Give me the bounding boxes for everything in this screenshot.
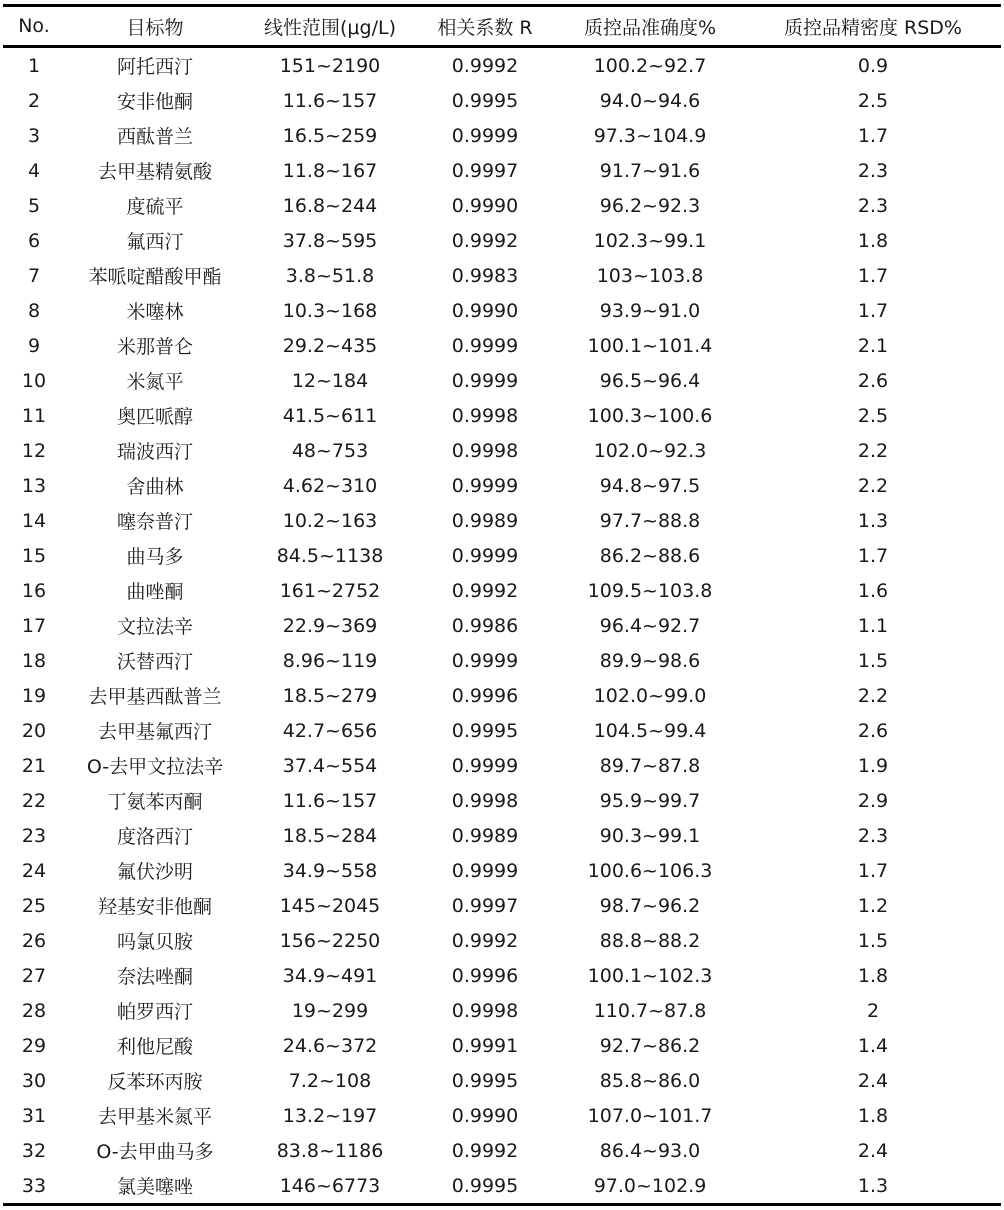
cell-number: 1: [27, 54, 41, 77]
cell-linear-range: 22.9~369: [282, 614, 378, 637]
cell-target: 度洛西汀: [116, 826, 193, 848]
cell-precision: 1.1: [857, 614, 889, 637]
cell-number: 20: [21, 719, 47, 742]
cell-number: 27: [21, 964, 47, 987]
cell-accuracy: 100.2~92.7: [593, 54, 707, 77]
cell-correlation: 0.9999: [451, 334, 519, 357]
table-row: [3, 468, 1001, 503]
cell-target: 氯美噻唑: [116, 1176, 193, 1198]
table-row: [3, 853, 1001, 888]
cell-accuracy: 86.2~88.6: [599, 544, 701, 567]
cell-accuracy: 100.6~106.3: [587, 859, 713, 882]
cell-precision: 1.4: [857, 1034, 889, 1057]
cell-precision: 1.5: [857, 929, 889, 952]
cell-correlation: 0.9990: [451, 1104, 519, 1127]
cell-linear-range: 11.8~167: [282, 159, 378, 182]
cell-target: 西酞普兰: [116, 126, 193, 148]
cell-number: 22: [21, 789, 47, 812]
cell-precision: 1.7: [857, 264, 889, 287]
cell-accuracy: 100.1~101.4: [587, 334, 713, 357]
cell-linear-range: 145~2045: [279, 894, 381, 917]
header-correlation: 相关系数 R: [437, 16, 533, 39]
cell-linear-range: 12~184: [291, 369, 369, 392]
cell-correlation: 0.9986: [451, 614, 519, 637]
cell-linear-range: 34.9~558: [282, 859, 378, 882]
table-row: [3, 433, 1001, 468]
cell-correlation: 0.9999: [451, 474, 519, 497]
cell-accuracy: 98.7~96.2: [599, 894, 701, 917]
cell-correlation: 0.9999: [451, 754, 519, 777]
cell-precision: 1.7: [857, 544, 889, 567]
cell-accuracy: 92.7~86.2: [599, 1034, 701, 1057]
cell-linear-range: 161~2752: [279, 579, 381, 602]
cell-correlation: 0.9996: [451, 684, 519, 707]
cell-correlation: 0.9989: [451, 509, 519, 532]
cell-number: 17: [21, 614, 47, 637]
cell-precision: 1.6: [857, 579, 889, 602]
cell-number: 8: [27, 299, 41, 322]
table-row: [3, 748, 1001, 783]
cell-correlation: 0.9992: [451, 929, 519, 952]
cell-linear-range: 18.5~284: [282, 824, 378, 847]
cell-accuracy: 100.3~100.6: [587, 404, 713, 427]
table-row: [3, 573, 1001, 608]
table-row: [3, 678, 1001, 713]
cell-correlation: 0.9992: [451, 579, 519, 602]
cell-precision: 2.9: [857, 789, 889, 812]
table-row: [3, 223, 1001, 258]
cell-number: 30: [21, 1069, 47, 1092]
cell-target: 米噻林: [126, 301, 184, 323]
table-row: [3, 608, 1001, 643]
cell-precision: 2.6: [857, 369, 889, 392]
cell-precision: 1.9: [857, 754, 889, 777]
cell-target: 去甲基氟西汀: [97, 721, 212, 743]
cell-linear-range: 24.6~372: [282, 1034, 378, 1057]
cell-precision: 2.4: [857, 1069, 889, 1092]
cell-correlation: 0.9998: [451, 404, 519, 427]
cell-precision: 1.8: [857, 1104, 889, 1127]
cell-precision: 0.9: [857, 54, 889, 77]
cell-target: 去甲基精氨酸: [97, 161, 212, 183]
cell-linear-range: 7.2~108: [288, 1069, 372, 1092]
cell-number: 16: [21, 579, 47, 602]
table-header: [3, 6, 1001, 47]
table-row: [3, 713, 1001, 748]
cell-number: 24: [21, 859, 47, 882]
cell-linear-range: 48~753: [291, 439, 369, 462]
cell-accuracy: 86.4~93.0: [599, 1139, 701, 1162]
cell-linear-range: 13.2~197: [282, 1104, 378, 1127]
cell-precision: 2.6: [857, 719, 889, 742]
cell-correlation: 0.9990: [451, 299, 519, 322]
cell-correlation: 0.9998: [451, 789, 519, 812]
cell-target: 米那普仑: [116, 336, 193, 358]
cell-number: 3: [27, 124, 41, 147]
table-row: [3, 538, 1001, 573]
cell-linear-range: 156~2250: [279, 929, 381, 952]
cell-linear-range: 10.2~163: [282, 509, 378, 532]
header-precision: 质控品精密度 RSD%: [784, 16, 962, 39]
cell-precision: 2.5: [857, 404, 889, 427]
cell-target: 奈法唑酮: [116, 966, 193, 988]
cell-target: 曲马多: [126, 546, 184, 568]
cell-number: 23: [21, 824, 47, 847]
cell-number: 18: [21, 649, 47, 672]
cell-target: 米氮平: [126, 371, 184, 393]
cell-target: 安非他酮: [116, 91, 193, 113]
cell-accuracy: 94.0~94.6: [599, 89, 701, 112]
cell-correlation: 0.9998: [451, 999, 519, 1022]
cell-linear-range: 4.62~310: [282, 474, 378, 497]
cell-linear-range: 37.8~595: [282, 229, 378, 252]
cell-target: 吗氯贝胺: [116, 931, 193, 953]
cell-precision: 1.5: [857, 649, 889, 672]
table-row: [3, 783, 1001, 818]
table-row: [3, 153, 1001, 188]
cell-correlation: 0.9998: [451, 439, 519, 462]
cell-accuracy: 89.7~87.8: [599, 754, 701, 777]
cell-target: 瑞波西汀: [116, 441, 193, 463]
cell-correlation: 0.9992: [451, 229, 519, 252]
cell-correlation: 0.9992: [451, 1139, 519, 1162]
cell-precision: 2.2: [857, 474, 889, 497]
cell-linear-range: 16.8~244: [282, 194, 378, 217]
cell-accuracy: 94.8~97.5: [599, 474, 701, 497]
cell-linear-range: 3.8~51.8: [285, 264, 375, 287]
cell-precision: 1.8: [857, 229, 889, 252]
cell-precision: 2.3: [857, 159, 889, 182]
cell-target: 苯哌啶醋酸甲酯: [88, 266, 222, 288]
table-row: [3, 188, 1001, 223]
cell-linear-range: 19~299: [291, 999, 369, 1022]
cell-accuracy: 88.8~88.2: [599, 929, 701, 952]
cell-accuracy: 91.7~91.6: [599, 159, 701, 182]
cell-linear-range: 8.96~119: [282, 649, 378, 672]
cell-accuracy: 96.5~96.4: [599, 369, 701, 392]
cell-number: 13: [21, 474, 47, 497]
cell-number: 15: [21, 544, 47, 567]
cell-correlation: 0.9999: [451, 369, 519, 392]
cell-precision: 2.3: [857, 824, 889, 847]
cell-correlation: 0.9996: [451, 964, 519, 987]
cell-correlation: 0.9992: [451, 54, 519, 77]
cell-target: 氟西汀: [126, 231, 184, 253]
header-row: [3, 6, 1001, 47]
cell-correlation: 0.9995: [451, 89, 519, 112]
cell-target: 氟伏沙明: [116, 861, 193, 883]
cell-correlation: 0.9999: [451, 124, 519, 147]
cell-precision: 1.7: [857, 124, 889, 147]
cell-precision: 2.2: [857, 684, 889, 707]
cell-target: 度硫平: [126, 196, 184, 218]
table-row: [3, 818, 1001, 853]
cell-correlation: 0.9999: [451, 544, 519, 567]
cell-number: 2: [27, 89, 41, 112]
cell-accuracy: 89.9~98.6: [599, 649, 701, 672]
cell-accuracy: 102.0~92.3: [593, 439, 707, 462]
cell-linear-range: 146~6773: [279, 1174, 381, 1197]
cell-target: 去甲基米氮平: [97, 1106, 212, 1128]
cell-accuracy: 97.3~104.9: [593, 124, 707, 147]
cell-target: 帕罗西汀: [116, 1001, 193, 1023]
cell-target: 噻奈普汀: [116, 511, 193, 533]
cell-number: 21: [21, 754, 47, 777]
cell-number: 4: [27, 159, 41, 182]
cell-accuracy: 97.7~88.8: [599, 509, 701, 532]
cell-target: 去甲基西酞普兰: [88, 686, 222, 708]
cell-target: 曲唑酮: [126, 581, 184, 603]
cell-correlation: 0.9995: [451, 1069, 519, 1092]
cell-correlation: 0.9983: [451, 264, 519, 287]
table-row: [3, 1133, 1001, 1168]
table-row: [3, 993, 1001, 1028]
cell-accuracy: 93.9~91.0: [599, 299, 701, 322]
cell-linear-range: 34.9~491: [282, 964, 378, 987]
cell-linear-range: 11.6~157: [282, 789, 378, 812]
cell-target: 利他尼酸: [116, 1036, 193, 1058]
cell-number: 6: [27, 229, 41, 252]
cell-precision: 1.3: [857, 509, 889, 532]
header-linear-range: 线性范围(μg/L): [264, 16, 396, 39]
cell-precision: 2.4: [857, 1139, 889, 1162]
cell-precision: 1.3: [857, 1174, 889, 1197]
cell-accuracy: 96.2~92.3: [599, 194, 701, 217]
table-row: [3, 363, 1001, 398]
cell-correlation: 0.9995: [451, 1174, 519, 1197]
cell-number: 5: [27, 194, 41, 217]
cell-number: 26: [21, 929, 47, 952]
cell-precision: 2.3: [857, 194, 889, 217]
cell-precision: 1.2: [857, 894, 889, 917]
cell-accuracy: 107.0~101.7: [587, 1104, 713, 1127]
cell-number: 12: [21, 439, 47, 462]
cell-accuracy: 96.4~92.7: [599, 614, 701, 637]
cell-precision: 2: [866, 999, 880, 1022]
cell-number: 10: [21, 369, 47, 392]
cell-number: 14: [21, 509, 47, 532]
table-row: [3, 923, 1001, 958]
table-row: [3, 293, 1001, 328]
table-row: [3, 1168, 1001, 1205]
cell-correlation: 0.9991: [451, 1034, 519, 1057]
cell-linear-range: 11.6~157: [282, 89, 378, 112]
cell-correlation: 0.9999: [451, 649, 519, 672]
cell-target: 丁氨苯丙酮: [107, 791, 203, 813]
results-table: [3, 4, 1001, 1206]
cell-number: 11: [21, 404, 47, 427]
table-row: [3, 1098, 1001, 1133]
cell-linear-range: 84.5~1138: [276, 544, 384, 567]
cell-target: 羟基安非他酮: [97, 896, 212, 918]
header-target: 目标物: [126, 16, 184, 39]
cell-accuracy: 97.0~102.9: [593, 1174, 707, 1197]
cell-accuracy: 100.1~102.3: [587, 964, 713, 987]
cell-linear-range: 16.5~259: [282, 124, 378, 147]
cell-target: 阿托西汀: [116, 56, 193, 78]
cell-accuracy: 109.5~103.8: [587, 579, 713, 602]
cell-target: O-去甲曲马多: [96, 1141, 214, 1163]
cell-precision: 1.7: [857, 299, 889, 322]
table-row: [3, 47, 1001, 84]
table-row: [3, 958, 1001, 993]
cell-target: 奥匹哌醇: [116, 406, 193, 428]
table-row: [3, 643, 1001, 678]
cell-number: 33: [21, 1174, 47, 1197]
table-row: [3, 118, 1001, 153]
cell-accuracy: 104.5~99.4: [593, 719, 707, 742]
cell-precision: 2.2: [857, 439, 889, 462]
table-row: [3, 83, 1001, 118]
cell-correlation: 0.9997: [451, 159, 519, 182]
cell-number: 31: [21, 1104, 47, 1127]
cell-number: 28: [21, 999, 47, 1022]
cell-accuracy: 110.7~87.8: [593, 999, 707, 1022]
cell-number: 9: [27, 334, 41, 357]
cell-accuracy: 102.3~99.1: [593, 229, 707, 252]
table-row: [3, 503, 1001, 538]
cell-linear-range: 18.5~279: [282, 684, 378, 707]
cell-linear-range: 10.3~168: [282, 299, 378, 322]
cell-correlation: 0.9990: [451, 194, 519, 217]
cell-accuracy: 95.9~99.7: [599, 789, 701, 812]
table-row: [3, 328, 1001, 363]
cell-target: 文拉法辛: [116, 616, 193, 638]
table-row: [3, 1028, 1001, 1063]
table-row: [3, 398, 1001, 433]
cell-accuracy: 90.3~99.1: [599, 824, 701, 847]
header-number: No.: [18, 15, 50, 37]
cell-precision: 1.8: [857, 964, 889, 987]
cell-target: 舍曲林: [126, 476, 184, 498]
table-row: [3, 1063, 1001, 1098]
cell-precision: 1.7: [857, 859, 889, 882]
cell-target: 反苯环丙胺: [107, 1071, 203, 1093]
cell-correlation: 0.9999: [451, 859, 519, 882]
cell-target: O-去甲文拉法辛: [86, 756, 224, 778]
cell-correlation: 0.9989: [451, 824, 519, 847]
cell-linear-range: 42.7~656: [282, 719, 378, 742]
cell-correlation: 0.9997: [451, 894, 519, 917]
cell-linear-range: 151~2190: [279, 54, 381, 77]
cell-linear-range: 83.8~1186: [276, 1139, 384, 1162]
cell-linear-range: 37.4~554: [282, 754, 378, 777]
cell-number: 32: [21, 1139, 47, 1162]
header-accuracy: 质控品准确度%: [583, 16, 717, 39]
cell-number: 29: [21, 1034, 47, 1057]
cell-precision: 2.1: [857, 334, 889, 357]
cell-number: 7: [27, 264, 41, 287]
cell-accuracy: 102.0~99.0: [593, 684, 707, 707]
cell-number: 25: [21, 894, 47, 917]
cell-linear-range: 41.5~611: [282, 404, 378, 427]
table-body: [3, 47, 1001, 1205]
table-row: [3, 888, 1001, 923]
table-row: [3, 258, 1001, 293]
cell-accuracy: 103~103.8: [596, 264, 704, 287]
cell-accuracy: 85.8~86.0: [599, 1069, 701, 1092]
cell-precision: 2.5: [857, 89, 889, 112]
cell-correlation: 0.9995: [451, 719, 519, 742]
cell-linear-range: 29.2~435: [282, 334, 378, 357]
cell-number: 19: [21, 684, 47, 707]
cell-target: 沃替西汀: [116, 651, 193, 673]
